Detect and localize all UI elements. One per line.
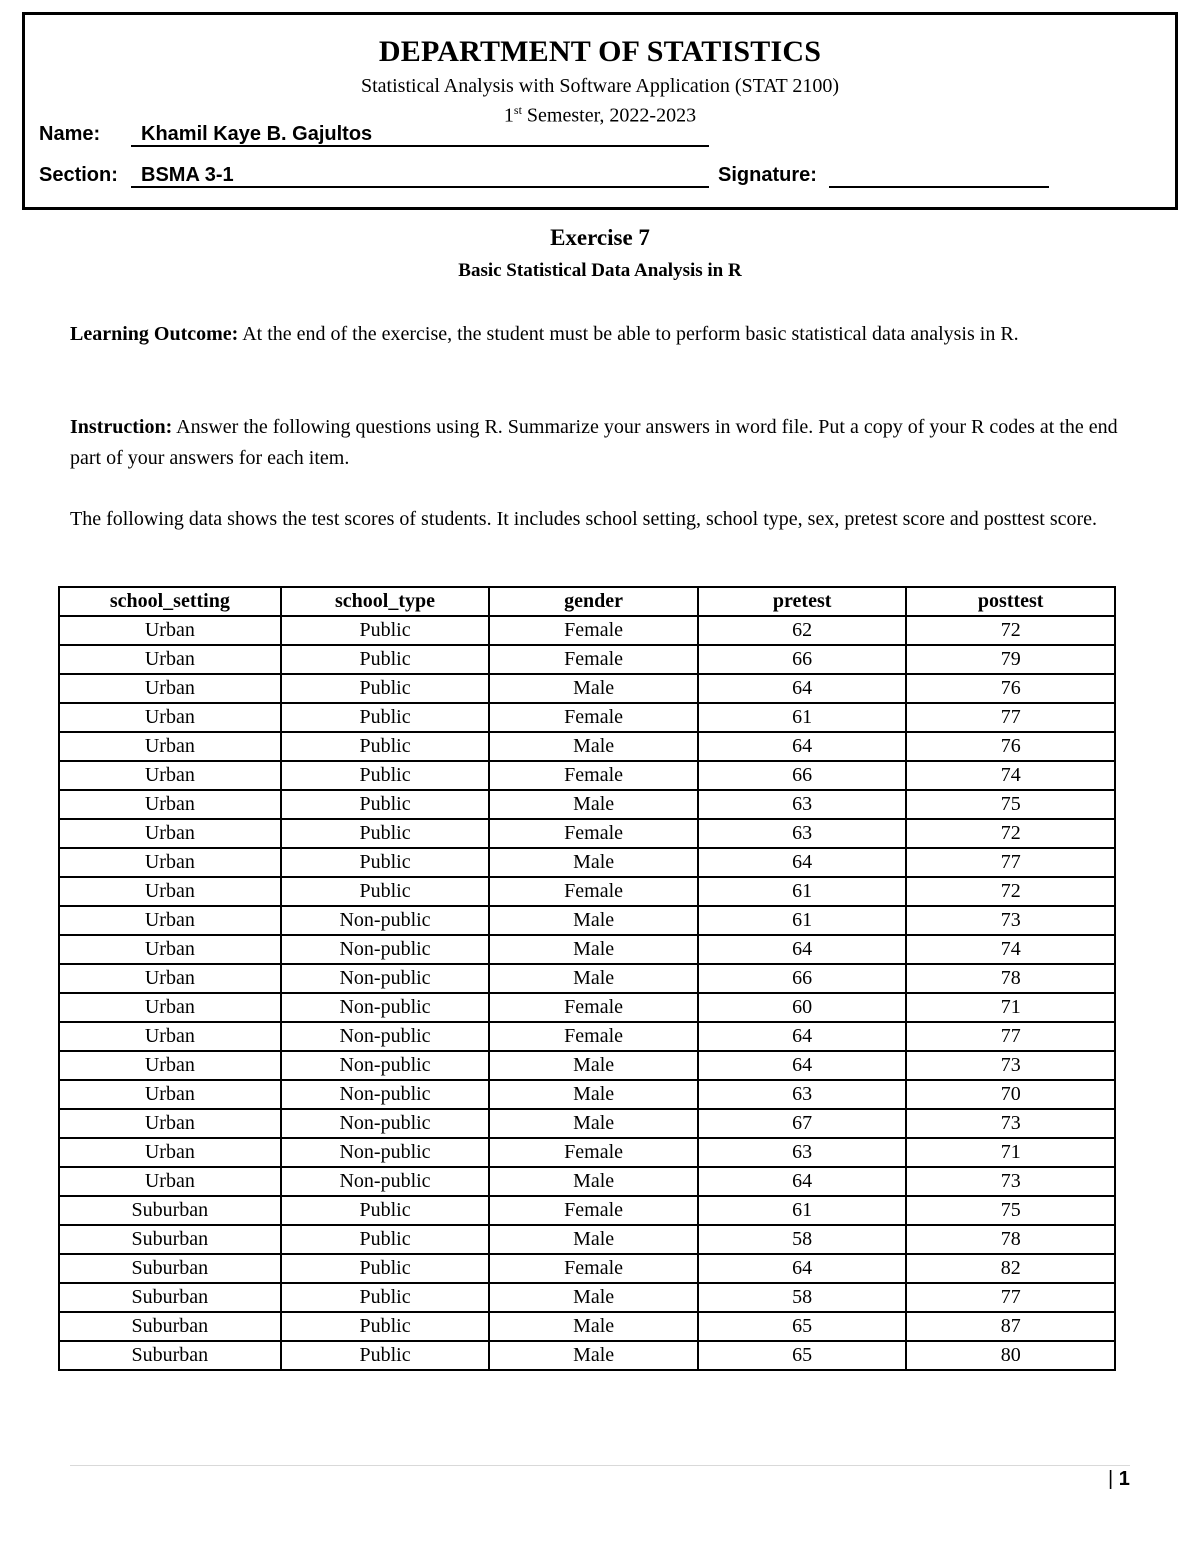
cell-posttest: 79: [906, 645, 1115, 674]
cell-pretest: 62: [698, 616, 907, 645]
cell-school-setting: Urban: [59, 732, 281, 761]
cell-posttest: 70: [906, 1080, 1115, 1109]
cell-school-type: Public: [281, 1312, 490, 1341]
cell-gender: Female: [489, 1196, 698, 1225]
cell-posttest: 77: [906, 703, 1115, 732]
cell-school-setting: Suburban: [59, 1196, 281, 1225]
cell-posttest: 74: [906, 935, 1115, 964]
exercise-subtitle: Basic Statistical Data Analysis in R: [458, 260, 742, 281]
cell-gender: Male: [489, 1225, 698, 1254]
cell-pretest: 61: [698, 906, 907, 935]
cell-school-type: Non-public: [281, 935, 490, 964]
cell-school-setting: Urban: [59, 1051, 281, 1080]
cell-school-type: Non-public: [281, 1109, 490, 1138]
cell-gender: Female: [489, 645, 698, 674]
header-posttest: posttest: [906, 587, 1115, 616]
cell-posttest: 78: [906, 964, 1115, 993]
cell-posttest: 77: [906, 1283, 1115, 1312]
name-label: Name:: [39, 123, 101, 145]
cell-gender: Female: [489, 703, 698, 732]
table-row: [59, 1022, 1115, 1051]
cell-gender: Male: [489, 1051, 698, 1080]
cell-pretest: 61: [698, 877, 907, 906]
cell-pretest: 64: [698, 848, 907, 877]
table-row: [59, 1196, 1115, 1225]
learning-outcome: [70, 319, 1128, 350]
table-row: [59, 1080, 1115, 1109]
cell-school-setting: Suburban: [59, 1225, 281, 1254]
cell-posttest: 73: [906, 906, 1115, 935]
data-intro: The following data shows the test scores of students. It includes school setting, school type, sex, pretest score and posttest score.: [70, 508, 1098, 530]
table-row: [59, 1138, 1115, 1167]
footer-rule: [70, 1465, 1130, 1466]
cell-gender: Male: [489, 1167, 698, 1196]
cell-gender: Male: [489, 790, 698, 819]
cell-school-type: Non-public: [281, 964, 490, 993]
cell-school-type: Public: [281, 616, 490, 645]
cell-pretest: 65: [698, 1312, 907, 1341]
cell-pretest: 61: [698, 1196, 907, 1225]
header-pretest: pretest: [698, 587, 907, 616]
cell-gender: Female: [489, 616, 698, 645]
cell-school-type: Public: [281, 819, 490, 848]
table-row: [59, 645, 1115, 674]
semester-rest: Semester, 2022-2023: [521, 104, 697, 127]
instruction-text: Answer the following questions using R. Summarize your answers in word file. Put a copy of your R codes at the end part of your answers for each item.: [70, 416, 1118, 469]
page-number-value: 1: [1118, 1468, 1130, 1490]
table-body: [59, 616, 1115, 1370]
cell-posttest: 76: [906, 674, 1115, 703]
cell-posttest: 72: [906, 819, 1115, 848]
cell-school-setting: Urban: [59, 703, 281, 732]
page-number: [1108, 1468, 1130, 1491]
cell-school-setting: Urban: [59, 616, 281, 645]
cell-pretest: 64: [698, 1167, 907, 1196]
table-row: [59, 1254, 1115, 1283]
cell-school-setting: Urban: [59, 1138, 281, 1167]
header-gender: gender: [489, 587, 698, 616]
cell-gender: Female: [489, 1254, 698, 1283]
cell-pretest: 64: [698, 1022, 907, 1051]
cell-school-type: Public: [281, 848, 490, 877]
cell-school-setting: Urban: [59, 790, 281, 819]
cell-school-setting: Urban: [59, 819, 281, 848]
table-row: [59, 1051, 1115, 1080]
cell-pretest: 63: [698, 1080, 907, 1109]
cell-school-setting: Urban: [59, 848, 281, 877]
cell-school-setting: Urban: [59, 877, 281, 906]
cell-posttest: 72: [906, 616, 1115, 645]
cell-pretest: 65: [698, 1341, 907, 1370]
cell-school-type: Non-public: [281, 1080, 490, 1109]
cell-pretest: 64: [698, 1051, 907, 1080]
table-row: [59, 732, 1115, 761]
cell-gender: Female: [489, 993, 698, 1022]
table-row: [59, 703, 1115, 732]
cell-school-setting: Suburban: [59, 1283, 281, 1312]
header-school-type: school_type: [281, 587, 490, 616]
cell-school-type: Public: [281, 674, 490, 703]
cell-school-setting: Urban: [59, 993, 281, 1022]
scores-table: [58, 586, 1116, 1371]
cell-pretest: 66: [698, 645, 907, 674]
cell-posttest: 73: [906, 1051, 1115, 1080]
cell-gender: Male: [489, 1080, 698, 1109]
cell-gender: Female: [489, 877, 698, 906]
cell-pretest: 64: [698, 674, 907, 703]
instruction: [70, 412, 1128, 474]
table-row: [59, 1225, 1115, 1254]
cell-gender: Male: [489, 1341, 698, 1370]
semester-ordinal: 1: [503, 104, 514, 127]
cell-gender: Male: [489, 732, 698, 761]
cell-school-setting: Suburban: [59, 1312, 281, 1341]
cell-gender: Female: [489, 1138, 698, 1167]
table-row: [59, 1312, 1115, 1341]
cell-pretest: 63: [698, 819, 907, 848]
table-row: [59, 1167, 1115, 1196]
cell-posttest: 71: [906, 1138, 1115, 1167]
cell-pretest: 66: [698, 761, 907, 790]
cell-school-setting: Suburban: [59, 1254, 281, 1283]
table-row: [59, 1341, 1115, 1370]
signature-field[interactable]: [829, 162, 1049, 188]
table-row: [59, 993, 1115, 1022]
cell-posttest: 78: [906, 1225, 1115, 1254]
cell-gender: Male: [489, 1312, 698, 1341]
table-row: [59, 1283, 1115, 1312]
cell-school-setting: Urban: [59, 1080, 281, 1109]
cell-school-setting: Urban: [59, 906, 281, 935]
learning-outcome-label: Learning Outcome:: [70, 323, 239, 345]
cell-pretest: 64: [698, 732, 907, 761]
table-row: [59, 935, 1115, 964]
cell-school-type: Public: [281, 645, 490, 674]
cell-gender: Male: [489, 1109, 698, 1138]
cell-posttest: 73: [906, 1167, 1115, 1196]
cell-pretest: 64: [698, 935, 907, 964]
header-school-setting: school_setting: [59, 587, 281, 616]
cell-gender: Female: [489, 761, 698, 790]
cell-school-setting: Urban: [59, 674, 281, 703]
exercise-title: Exercise 7: [550, 225, 650, 250]
table-row: [59, 1109, 1115, 1138]
cell-gender: Male: [489, 935, 698, 964]
cell-school-type: Public: [281, 790, 490, 819]
learning-outcome-text: At the end of the exercise, the student must be able to perform basic statistical data analysis in R.: [238, 323, 1019, 345]
cell-pretest: 58: [698, 1283, 907, 1312]
cell-school-setting: Urban: [59, 964, 281, 993]
cell-school-type: Non-public: [281, 1051, 490, 1080]
cell-school-type: Public: [281, 761, 490, 790]
cell-school-type: Non-public: [281, 1138, 490, 1167]
cell-gender: Female: [489, 819, 698, 848]
cell-posttest: 72: [906, 877, 1115, 906]
cell-posttest: 71: [906, 993, 1115, 1022]
table-row: [59, 964, 1115, 993]
cell-posttest: 77: [906, 1022, 1115, 1051]
header-box: [22, 12, 1178, 210]
instruction-label: Instruction:: [70, 416, 173, 438]
cell-gender: Male: [489, 674, 698, 703]
cell-school-type: Non-public: [281, 906, 490, 935]
table-row: [59, 906, 1115, 935]
section-label: Section:: [39, 164, 118, 186]
cell-gender: Female: [489, 1022, 698, 1051]
cell-school-setting: Suburban: [59, 1341, 281, 1370]
cell-gender: Male: [489, 1283, 698, 1312]
cell-posttest: 75: [906, 790, 1115, 819]
table-row: [59, 790, 1115, 819]
signature-label: Signature:: [718, 164, 817, 186]
table-row: [59, 674, 1115, 703]
cell-posttest: 73: [906, 1109, 1115, 1138]
cell-gender: Male: [489, 906, 698, 935]
cell-school-setting: Urban: [59, 645, 281, 674]
cell-school-type: Public: [281, 877, 490, 906]
cell-school-setting: Urban: [59, 1109, 281, 1138]
cell-school-type: Public: [281, 1196, 490, 1225]
cell-school-type: Public: [281, 1341, 490, 1370]
cell-pretest: 67: [698, 1109, 907, 1138]
table-row: [59, 819, 1115, 848]
cell-school-type: Public: [281, 703, 490, 732]
cell-posttest: 80: [906, 1341, 1115, 1370]
table-header-row: [59, 587, 1115, 616]
department-title: DEPARTMENT OF STATISTICS: [378, 35, 822, 68]
table-row: [59, 877, 1115, 906]
cell-posttest: 74: [906, 761, 1115, 790]
table-row: [59, 761, 1115, 790]
cell-school-setting: Urban: [59, 1167, 281, 1196]
cell-school-type: Public: [281, 1254, 490, 1283]
cell-school-setting: Urban: [59, 1022, 281, 1051]
cell-posttest: 76: [906, 732, 1115, 761]
page-separator: |: [1108, 1468, 1114, 1490]
cell-school-type: Non-public: [281, 1167, 490, 1196]
cell-school-type: Non-public: [281, 993, 490, 1022]
cell-gender: Male: [489, 964, 698, 993]
cell-pretest: 66: [698, 964, 907, 993]
cell-posttest: 82: [906, 1254, 1115, 1283]
semester-suffix: st: [513, 103, 522, 117]
cell-pretest: 61: [698, 703, 907, 732]
table-row: [59, 616, 1115, 645]
section-field[interactable]: BSMA 3-1: [131, 162, 709, 188]
cell-posttest: 77: [906, 848, 1115, 877]
cell-school-type: Public: [281, 732, 490, 761]
cell-pretest: 64: [698, 1254, 907, 1283]
cell-gender: Male: [489, 848, 698, 877]
cell-posttest: 87: [906, 1312, 1115, 1341]
cell-school-type: Public: [281, 1283, 490, 1312]
cell-pretest: 60: [698, 993, 907, 1022]
cell-school-setting: Urban: [59, 761, 281, 790]
cell-pretest: 58: [698, 1225, 907, 1254]
cell-pretest: 63: [698, 1138, 907, 1167]
cell-pretest: 63: [698, 790, 907, 819]
cell-school-setting: Urban: [59, 935, 281, 964]
cell-school-type: Non-public: [281, 1022, 490, 1051]
name-field[interactable]: Khamil Kaye B. Gajultos: [131, 121, 709, 147]
table-row: [59, 848, 1115, 877]
cell-posttest: 75: [906, 1196, 1115, 1225]
course-title: Statistical Analysis with Software Application (STAT 2100): [361, 75, 839, 97]
cell-school-type: Public: [281, 1225, 490, 1254]
